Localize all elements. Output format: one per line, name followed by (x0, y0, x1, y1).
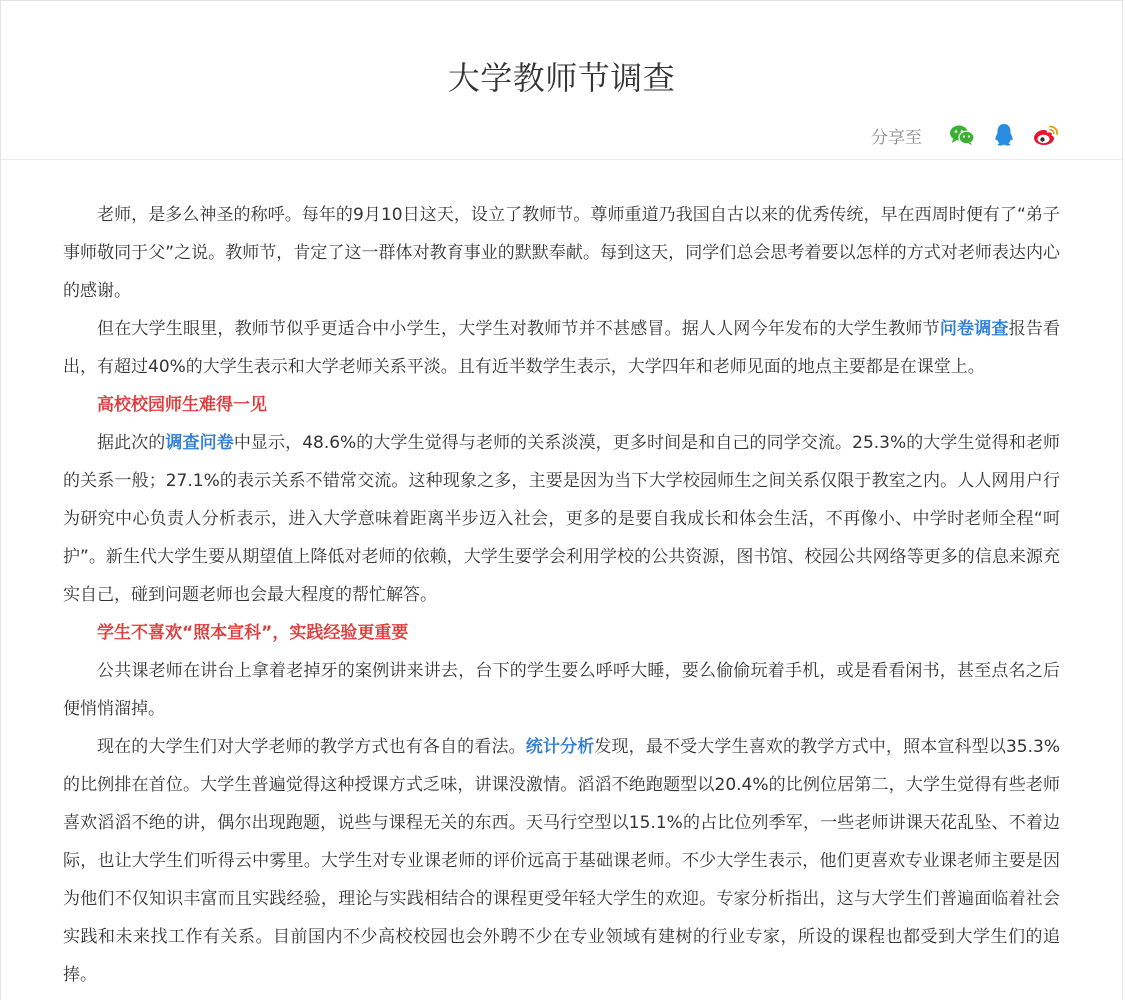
paragraph (63, 728, 1060, 994)
paragraph-text: 但在大学生眼里，教师节似乎更适合中小学生，大学生对教师节并不甚感冒。据人人网今年发布的大学生教师节 (97, 319, 940, 339)
qq-icon[interactable] (990, 121, 1018, 149)
keyword-link-statistical-analysis[interactable]: 统计分析 (525, 737, 595, 757)
paragraph-text: 现在的大学生们对大学老师的教学方式也有各自的看法。 (97, 737, 526, 757)
paragraph-text: 报告看出，有超过40%的大学生表示和大学老师关系平淡。且有近半数学生表示，大学四年和老师见面的地点主要都是在课堂上。 (63, 319, 1061, 377)
paragraph (63, 424, 1060, 614)
paragraph: 公共课老师在讲台上拿着老掉牙的案例讲来讲去，台下的学生要么呼呼大睡，要么偷偷玩着手机，或是看看闲书，甚至点名之后便悄悄溜掉。 (63, 661, 1060, 719)
keyword-link-survey-questionnaire[interactable]: 调查问卷 (165, 433, 234, 453)
share-label: 分享至 (871, 127, 922, 148)
paragraph-text: 中显示，48.6%的大学生觉得与老师的关系淡漠，更多时间是和自己的同学交流。25.3%的大学生觉得和老师的关系一般；27.1%的表示关系不错常交流。这种现象之多，主要是因为当下大学校园师生之间关系仅限于教室之内。人人网用户行为研究中心负责人分析表示，进入大学意味着距离半步迈入社会，更多的是要自我成长和体会生活，不再像小、中学时老师全程“呵护”。新生代大学生要从期望值上降低对老师的依赖，大学生要学会利用学校的公共资源，图书馆、校园公共网络等更多的信息来源充实自己，碰到问题老师也会最大程度的帮忙解答。 (63, 433, 1061, 605)
keyword-link-questionnaire-survey[interactable]: 问卷调查 (939, 319, 1009, 339)
share-bar (871, 121, 1060, 149)
article-body (1, 160, 1122, 994)
weibo-icon[interactable] (1032, 121, 1060, 149)
paragraph-text: 发现，最不受大学生喜欢的教学方式中，照本宣科型以35.3%的比例排在首位。大学生普遍觉得这种授课方式乏味，讲课没激情。滔滔不绝跑题型以20.4%的比例位居第二，大学生觉得有些老师喜欢滔滔不绝的讲，偶尔出现跑题，说些与课程无关的东西。天马行空型以15.1%的占比位列季军，一些老师讲课天花乱坠、不着边际，也让大学生们听得云中雾里。大学生对专业课老师的评价远高于基础课老师。不少大学生表示，他们更喜欢专业课老师主要是因为他们不仅知识丰富而且实践经验，理论与实践相结合的课程更受年轻大学生的欢迎。专家分析指出，这与大学生们普遍面临着社会实践和未来找工作有关系。目前国内不少高校校园也会外聘不少在专业领域有建树的行业专家，所设的课程也都受到大学生们的追捧。 (63, 737, 1060, 985)
article-header (1, 1, 1122, 160)
section-heading: 高校校园师生难得一见 (97, 395, 267, 415)
paragraph: 老师，是多么神圣的称呼。每年的9月10日这天，设立了教师节。尊师重道乃我国自古以来的优秀传统，早在西周时便有了“弟子事师敬同于父”之说。教师节，肯定了这一群体对教育事业的默默奉献。每到这天，同学们总会思考着要以怎样的方式对老师表达内心的感谢。 (63, 205, 1060, 301)
page-title: 大学教师节调查 (447, 59, 676, 97)
wechat-icon[interactable] (948, 121, 976, 149)
paragraph-text: 据此次的 (97, 433, 166, 453)
paragraph (63, 310, 1060, 386)
section-heading: 学生不喜欢“照本宣科”，实践经验更重要 (97, 623, 409, 643)
